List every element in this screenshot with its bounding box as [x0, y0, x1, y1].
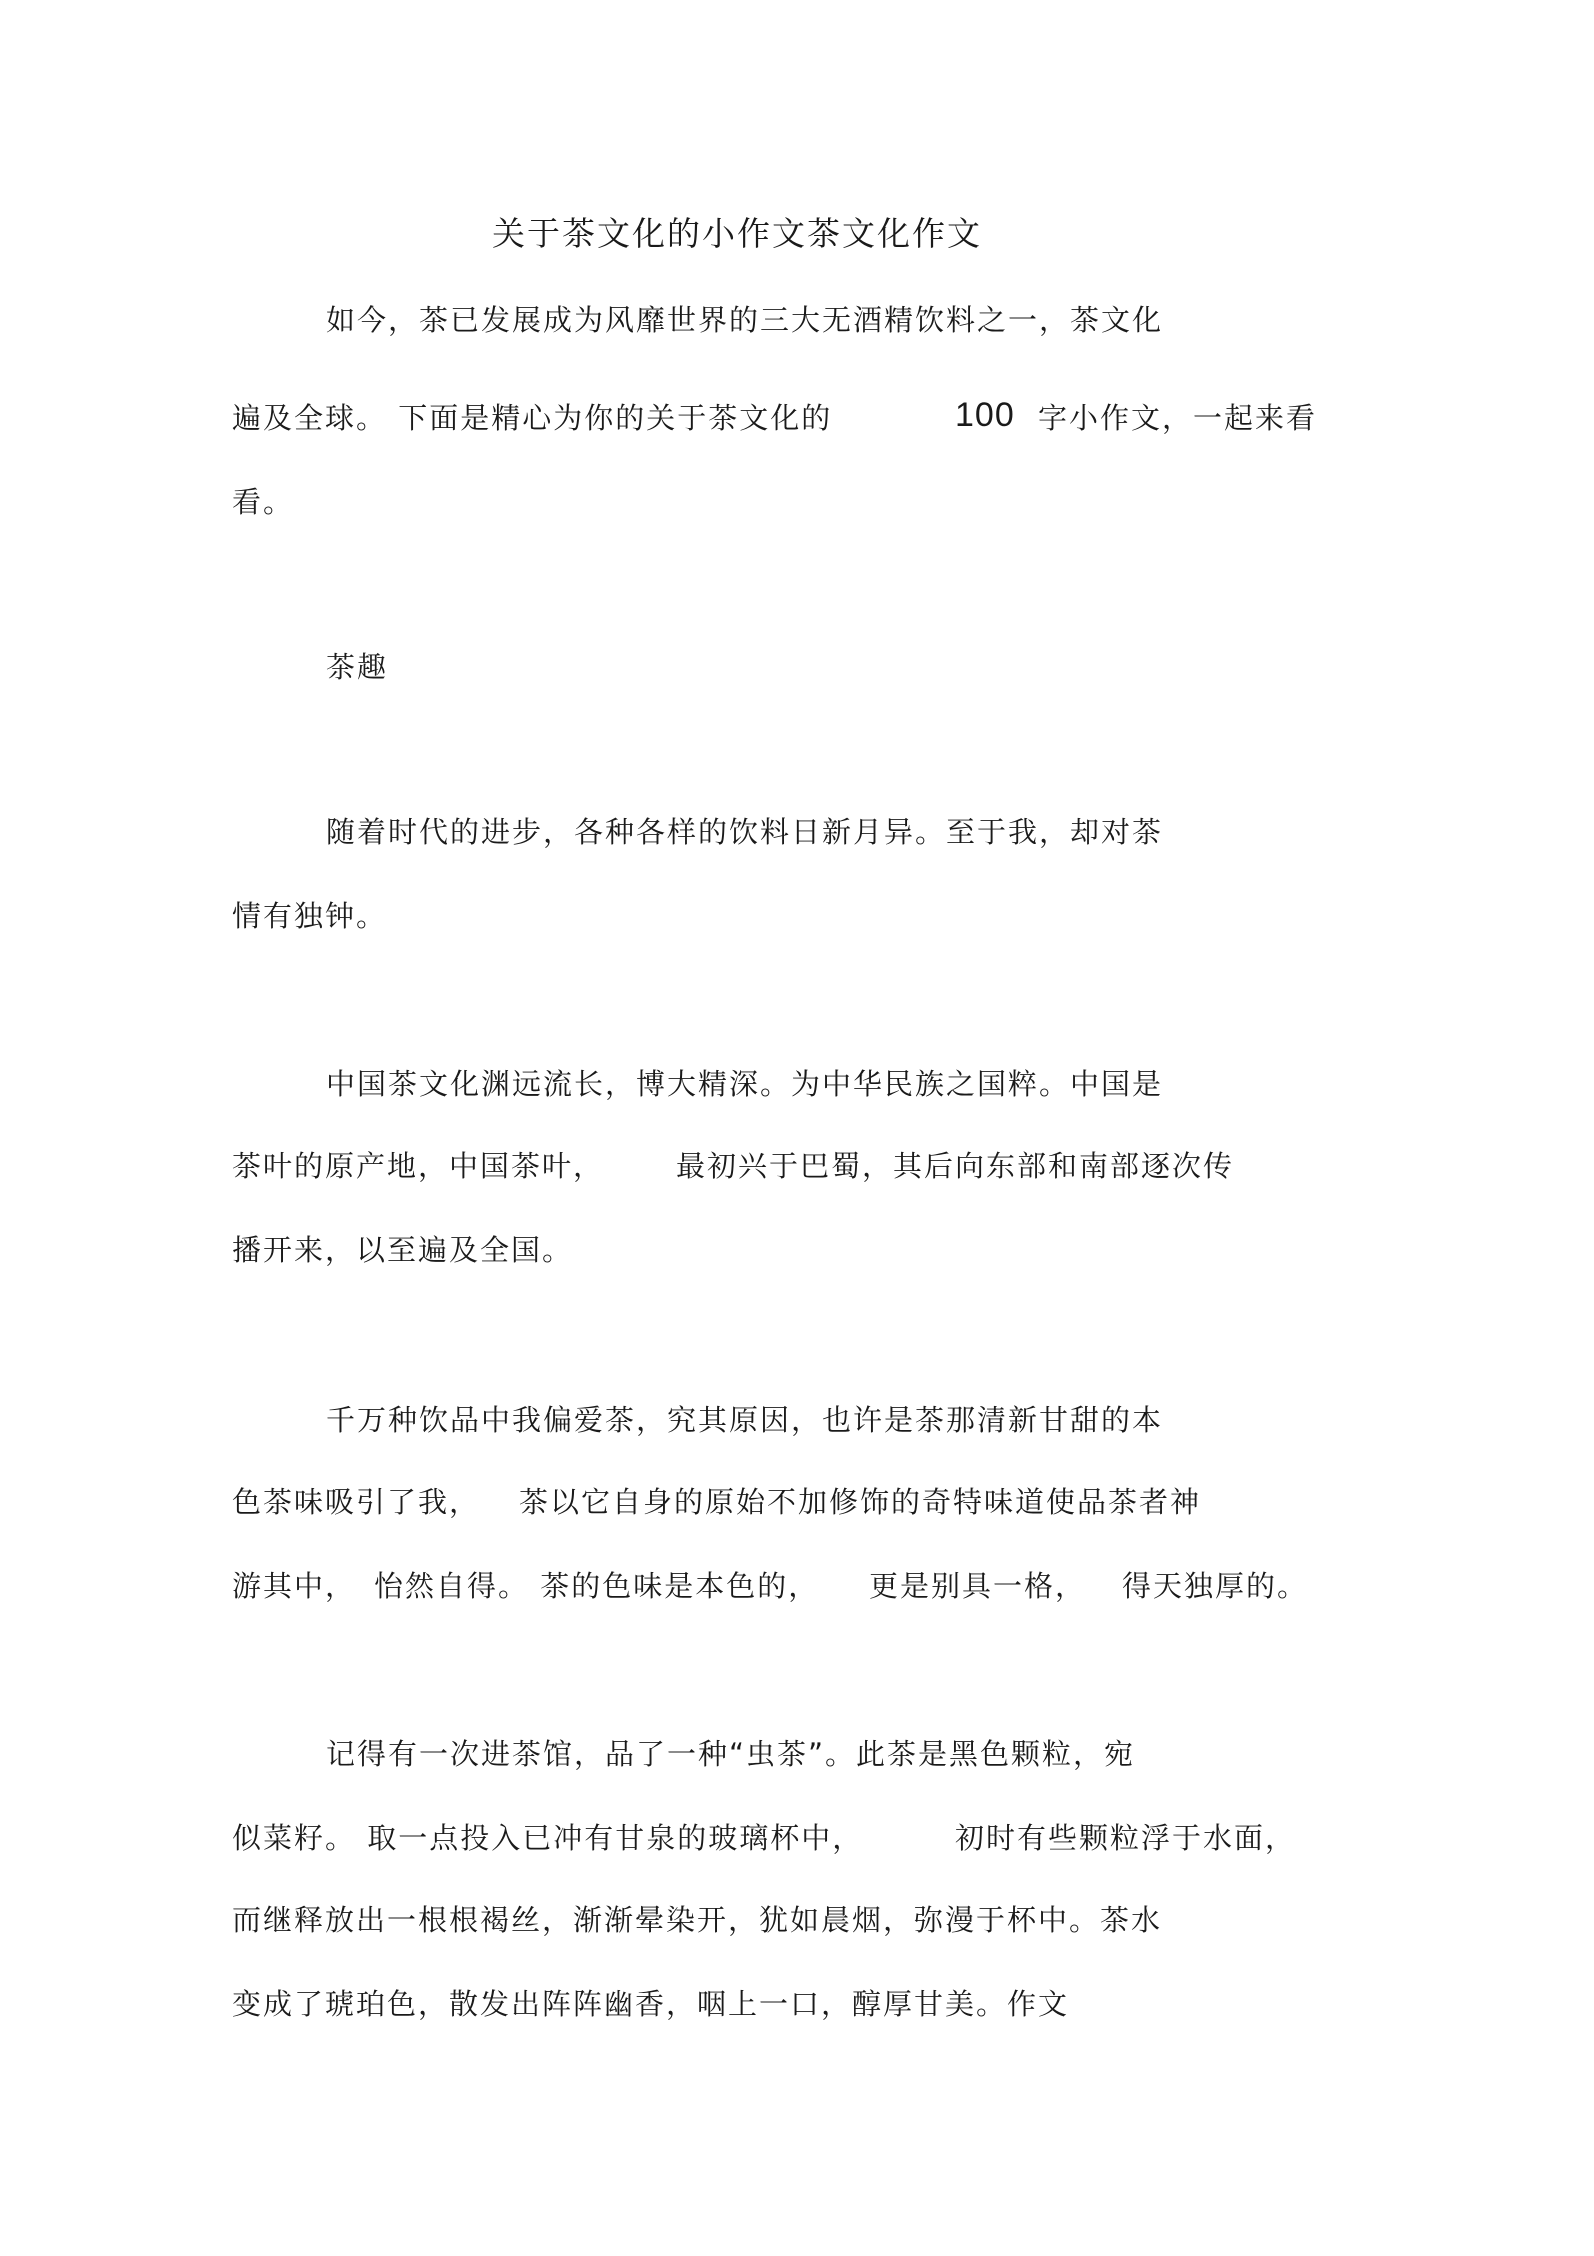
intro-line-3: 看。 — [232, 485, 295, 519]
p2-line-3: 播开来，以至遍及全国。 — [232, 1233, 574, 1267]
p2-line-2b: 最初兴于巴蜀，其后向东部和南部逐次传 — [676, 1149, 1235, 1183]
p4-line-4: 变成了琥珀色，散发出阵阵幽香，咽上一口，醇厚甘美。作文 — [232, 1987, 1070, 2021]
p1-line-1: 随着时代的进步，各种各样的饮料日新月异。至于我，却对茶 — [326, 815, 1164, 849]
intro-line-2a: 遍及全球。 下面是精心为你的关于茶文化的 — [232, 401, 833, 435]
p4-line-2a: 似菜籽。 取一点投入已冲有甘泉的玻璃杯中， — [232, 1821, 864, 1855]
p2-line-2a: 茶叶的原产地，中国茶叶， — [232, 1149, 605, 1183]
p3-line-3c: 更是别具一格， — [869, 1569, 1087, 1603]
p2-line-1: 中国茶文化渊远流长，博大精深。为中华民族之国粹。中国是 — [326, 1067, 1164, 1101]
intro-line-1: 如今，茶已发展成为风靡世界的三大无酒精饮料之一，茶文化 — [326, 303, 1164, 337]
p3-line-3b: 怡然自得。 茶的色味是本色的， — [374, 1569, 820, 1603]
p3-line-2a: 色茶味吸引了我， — [232, 1485, 481, 1519]
document-title: 关于茶文化的小作文茶文化作文 — [492, 214, 982, 253]
p4-line-1: 记得有一次进茶馆，品了一种“虫茶”。此茶是黑色颗粒，宛 — [326, 1737, 1136, 1771]
p4-line-3: 而继释放出一根根褐丝，渐渐晕染开，犹如晨烟，弥漫于杯中。茶水 — [232, 1903, 1163, 1937]
p4-line-2b: 初时有些颗粒浮于水面， — [955, 1821, 1297, 1855]
p3-line-3d: 得天独厚的。 — [1122, 1569, 1309, 1603]
intro-line-2b: 字小作文，一起来看 — [1038, 401, 1318, 435]
section-subtitle: 茶趣 — [326, 650, 389, 684]
p3-line-2b: 茶以它自身的原始不加修饰的奇特味道使品茶者神 — [519, 1485, 1202, 1519]
p3-line-3a: 游其中， — [232, 1569, 357, 1603]
p3-line-1: 千万种饮品中我偏爱茶，究其原因，也许是茶那清新甘甜的本 — [326, 1403, 1164, 1437]
intro-number: 100 — [955, 396, 1015, 434]
p1-line-2: 情有独钟。 — [232, 899, 388, 933]
